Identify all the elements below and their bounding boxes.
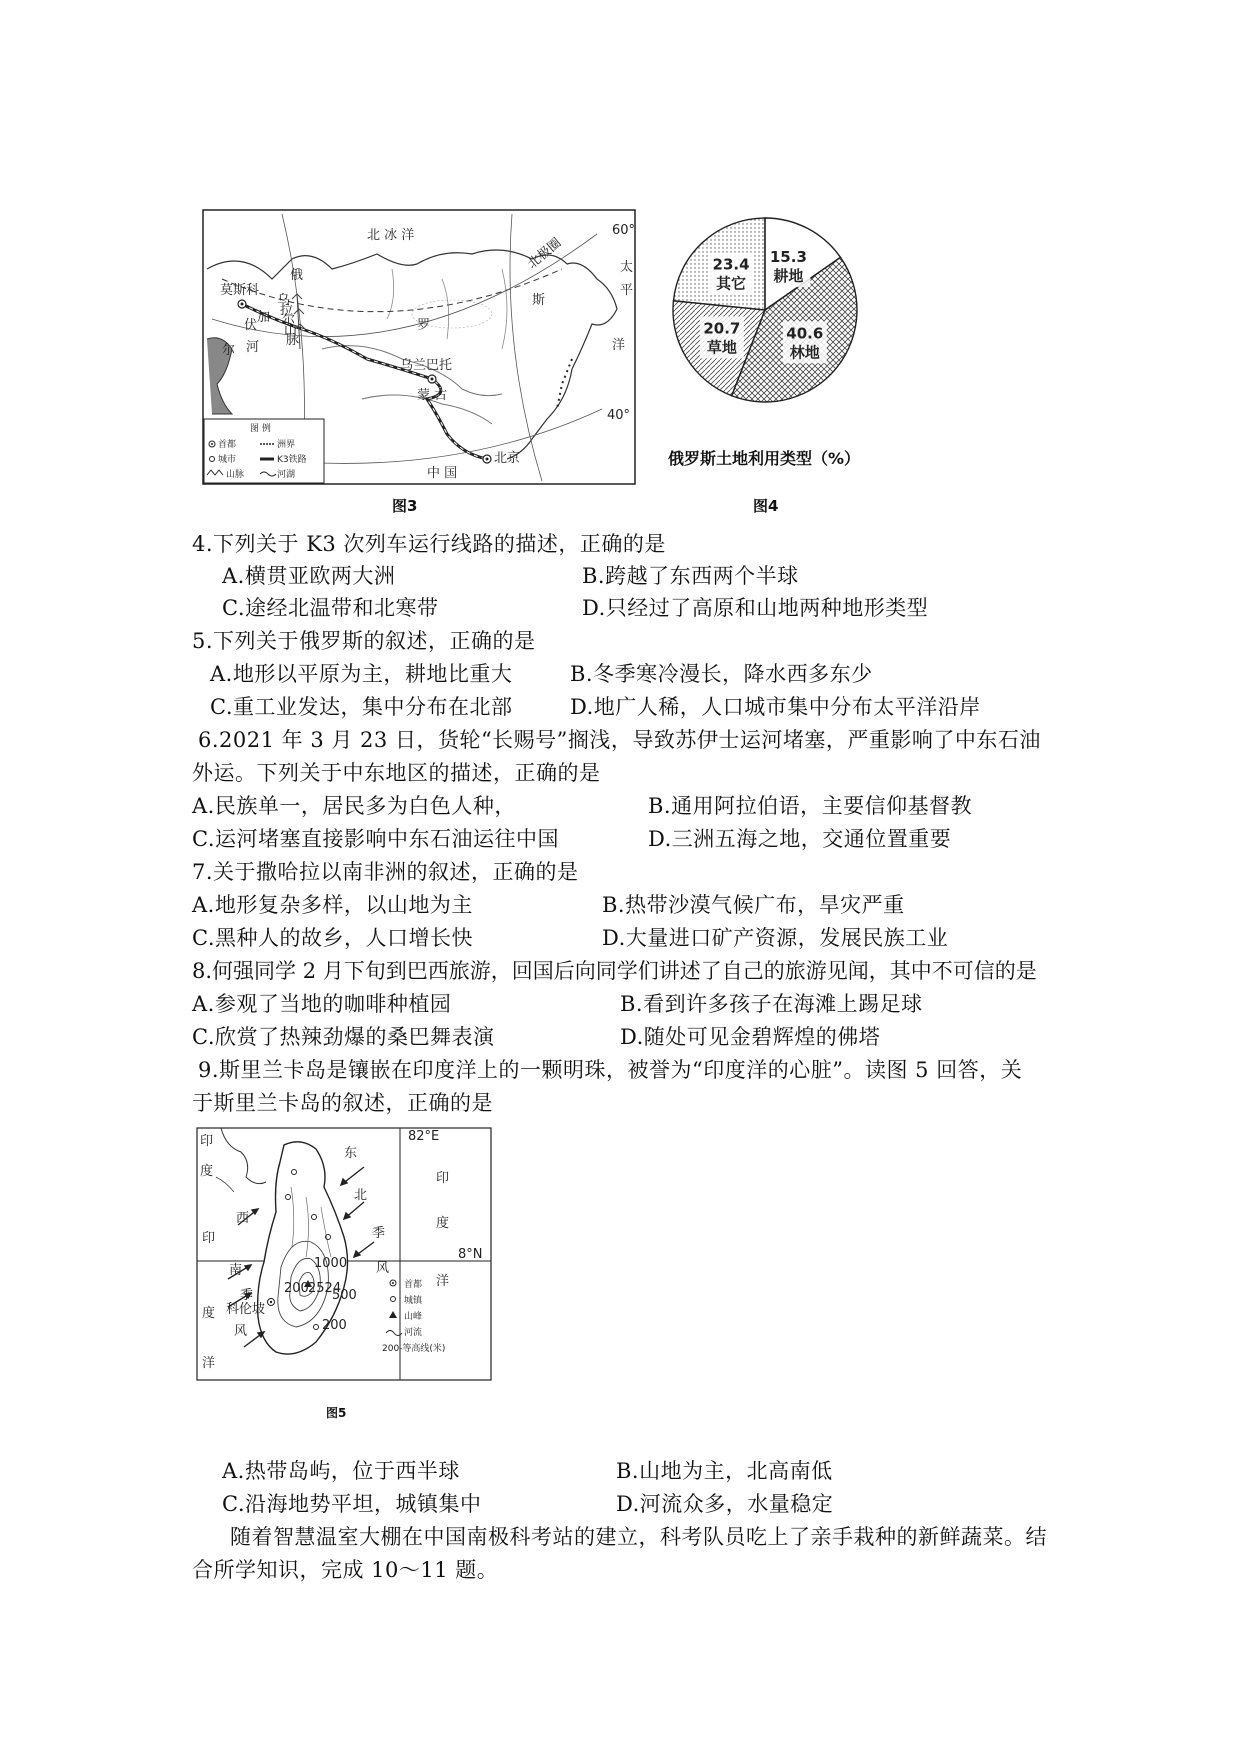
legend-capital: 首都	[404, 1280, 423, 1290]
pie-name-label-0: 耕地	[773, 267, 804, 286]
legend-peak: 山峰	[404, 1312, 423, 1322]
label-wind-r: 风	[376, 1261, 390, 1276]
label-north: 北	[354, 1188, 368, 1203]
label-river-2: 河	[246, 340, 260, 355]
q8-option-d: D.随处可见金碧辉煌的佛塔	[620, 1025, 881, 1049]
fig5-caption: 图5	[326, 1406, 347, 1420]
q6-stem-line2: 外运。下列关于中东地区的描述，正确的是	[192, 761, 601, 785]
label-river-1: 伏	[244, 318, 258, 333]
q9-stem-line2: 于斯里兰卡岛的叙述，正确的是	[192, 1091, 493, 1115]
label-beijing: 北京	[494, 451, 521, 466]
label-ural-2: 拉	[280, 303, 294, 318]
q9-option-c: C.沿海地势平坦，城镇集中	[222, 1492, 482, 1516]
pie-value-label-0: 15.3	[769, 248, 807, 267]
russia-map	[202, 209, 636, 485]
legend-mountain: 山脉	[226, 470, 245, 480]
label-82e: 82°E	[408, 1129, 440, 1144]
label-moscow: 莫斯科	[220, 283, 260, 298]
label-indian-ocean-l3: 洋	[202, 1356, 216, 1371]
q8-option-b: B.看到许多孩子在海滩上踢足球	[620, 992, 923, 1016]
q8-option-a: A.参观了当地的咖啡种植园	[192, 992, 452, 1016]
label-mongolia: 蒙 古	[417, 388, 448, 403]
label-ural-3: 尔	[282, 313, 296, 328]
intro-line1: 随着智慧温室大棚在中国南极科考站的建立，科考队员吃上了亲手栽种的新鲜蔬菜。结	[230, 1525, 1047, 1549]
q4-option-a: A.横贯亚欧两大洲	[222, 564, 396, 588]
legend-title: 图 例	[250, 424, 271, 434]
label-monsoon-r: 季	[372, 1226, 386, 1241]
label-arctic-circle: 北极圈	[524, 235, 565, 273]
q9-option-a: A.热带岛屿，位于西半球	[222, 1459, 460, 1483]
figure-4-pie	[665, 210, 865, 410]
pie-name-label-1: 林地	[789, 343, 820, 362]
label-india-left-2: 度	[200, 1164, 214, 1179]
q8-option-c: C.欣赏了热辣劲爆的桑巴舞表演	[192, 1025, 495, 1049]
label-8n: 8°N	[458, 1247, 483, 1262]
label-pacific-3: 洋	[612, 338, 626, 353]
q4-option-b: B.跨越了东西两个半球	[582, 564, 799, 588]
q7-option-a: A.地形复杂多样，以山地为主	[192, 893, 473, 917]
q9-stem-line1: 9.斯里兰卡岛是镶嵌在印度洋上的一颗明珠，被誉为“印度洋的心脏”。读图 5 回答，关	[198, 1058, 1023, 1082]
figure-3-map	[202, 209, 636, 485]
q8-stem: 8.何强同学 2 月下旬到巴西旅游，回国后向同学们讲述了自己的旅游见闻，其中不可信的是	[192, 959, 1037, 983]
fig4-caption: 图4	[753, 497, 779, 515]
label-small-2: 尔	[222, 343, 236, 358]
label-colombo: 科伦坡	[226, 1302, 266, 1317]
figure-5-map	[196, 1127, 492, 1381]
label-indian-ocean-r2: 度	[436, 1216, 450, 1231]
label-west: 西	[236, 1211, 250, 1226]
q5-stem: 5.下列关于俄罗斯的叙述，正确的是	[192, 629, 536, 653]
label-indian-ocean-r3: 洋	[436, 1274, 450, 1289]
label-east: 东	[344, 1146, 358, 1161]
legend-river-lake: 河湖	[277, 470, 296, 480]
label-pacific-2: 平	[620, 283, 634, 298]
legend-river: 河流	[404, 1328, 423, 1338]
label-small-1: 加	[257, 310, 271, 325]
label-contour-200b: 200	[322, 1318, 347, 1333]
label-40-degree: 40°	[607, 408, 631, 423]
label-russia-s: 斯	[532, 293, 546, 308]
q7-option-d: D.大量进口矿产资源，发展民族工业	[602, 926, 949, 950]
label-indian-ocean-l2: 度	[202, 1306, 216, 1321]
label-wind-l: 风	[234, 1324, 248, 1339]
fig4-title: 俄罗斯土地利用类型（%）	[668, 449, 861, 468]
legend-continent-border: 洲界	[277, 440, 296, 450]
pie-value-label-1: 40.6	[786, 324, 824, 343]
q5-option-a: A.地形以平原为主，耕地比重大	[210, 662, 513, 686]
q4-option-d: D.只经过了高原和山地两种地形类型	[582, 596, 929, 620]
fig3-legend	[204, 419, 324, 483]
label-china: 中 国	[427, 466, 458, 481]
label-indian-ocean-l1: 印	[202, 1231, 216, 1246]
label-india-left-1: 印	[200, 1134, 214, 1149]
label-peak-height: 2524	[308, 1281, 342, 1296]
sri-lanka-map	[196, 1127, 492, 1381]
label-contour-500: 500	[332, 1288, 357, 1303]
label-pacific-1: 太	[620, 260, 634, 275]
legend-town: 城镇	[404, 1296, 423, 1306]
label-arctic-ocean: 北 冰 洋	[367, 228, 415, 243]
label-contour-200a: 200	[284, 1281, 309, 1296]
label-contour-1000: 1000	[314, 1256, 348, 1271]
label-indian-ocean-r1: 印	[436, 1171, 450, 1186]
pie-value-label-3: 23.4	[712, 255, 750, 274]
pie-name-label-2: 草地	[706, 338, 737, 357]
q6-option-a: A.民族单一，居民多为白色人种，	[192, 794, 516, 818]
label-60-degree: 60°	[612, 223, 636, 238]
q7-option-b: B.热带沙漠气候广布，旱灾严重	[602, 893, 905, 917]
label-ural-4: 山	[284, 323, 298, 338]
q7-option-c: C.黑种人的故乡，人口增长快	[192, 926, 473, 950]
q6-option-b: B.通用阿拉伯语，主要信仰基督教	[648, 794, 973, 818]
label-russia-l: 罗	[417, 318, 431, 333]
land-use-pie-chart	[665, 210, 865, 410]
q6-stem-line1: 6.2021 年 3 月 23 日，货轮“长赐号”搁浅，导致苏伊士运河堵塞，严重影响了中东石油	[198, 728, 1041, 752]
label-south: 南	[229, 1263, 243, 1278]
q6-option-c: C.运河堵塞直接影响中东石油运往中国	[192, 827, 559, 851]
fig3-caption: 图3	[392, 497, 418, 515]
q9-option-b: B.山地为主，北高南低	[616, 1459, 833, 1483]
pie-name-label-3: 其它	[716, 274, 747, 293]
q7-stem: 7.关于撒哈拉以南非洲的叙述，正确的是	[192, 860, 579, 884]
label-ulaanbaatar: 乌兰巴托	[400, 358, 453, 373]
label-monsoon-l: 季	[240, 1288, 254, 1303]
label-ural-5: 脉	[286, 333, 300, 348]
legend-contour: 200-等高线(米)	[382, 1344, 446, 1354]
q5-option-b: B.冬季寒冷漫长，降水西多东少	[570, 662, 873, 686]
q4-option-c: C.途经北温带和北寒带	[222, 596, 439, 620]
label-ural-1: 乌	[277, 293, 291, 308]
q4-stem: 4.下列关于 K3 次列车运行线路的描述，正确的是	[192, 532, 666, 556]
pie-value-label-2: 20.7	[703, 319, 741, 338]
q6-option-d: D.三洲五海之地，交通位置重要	[648, 827, 952, 851]
q5-option-d: D.地广人稀，人口城市集中分布太平洋沿岸	[570, 695, 981, 719]
legend-k3-railway: K3铁路	[277, 455, 307, 465]
q9-option-d: D.河流众多，水量稳定	[616, 1492, 834, 1516]
legend-capital: 首都	[218, 440, 237, 450]
label-russia-e: 俄	[290, 268, 304, 283]
q5-option-c: C.重工业发达，集中分布在北部	[210, 695, 513, 719]
legend-city: 城市	[218, 455, 237, 465]
intro-line2: 合所学知识，完成 10～11 题。	[192, 1558, 499, 1582]
